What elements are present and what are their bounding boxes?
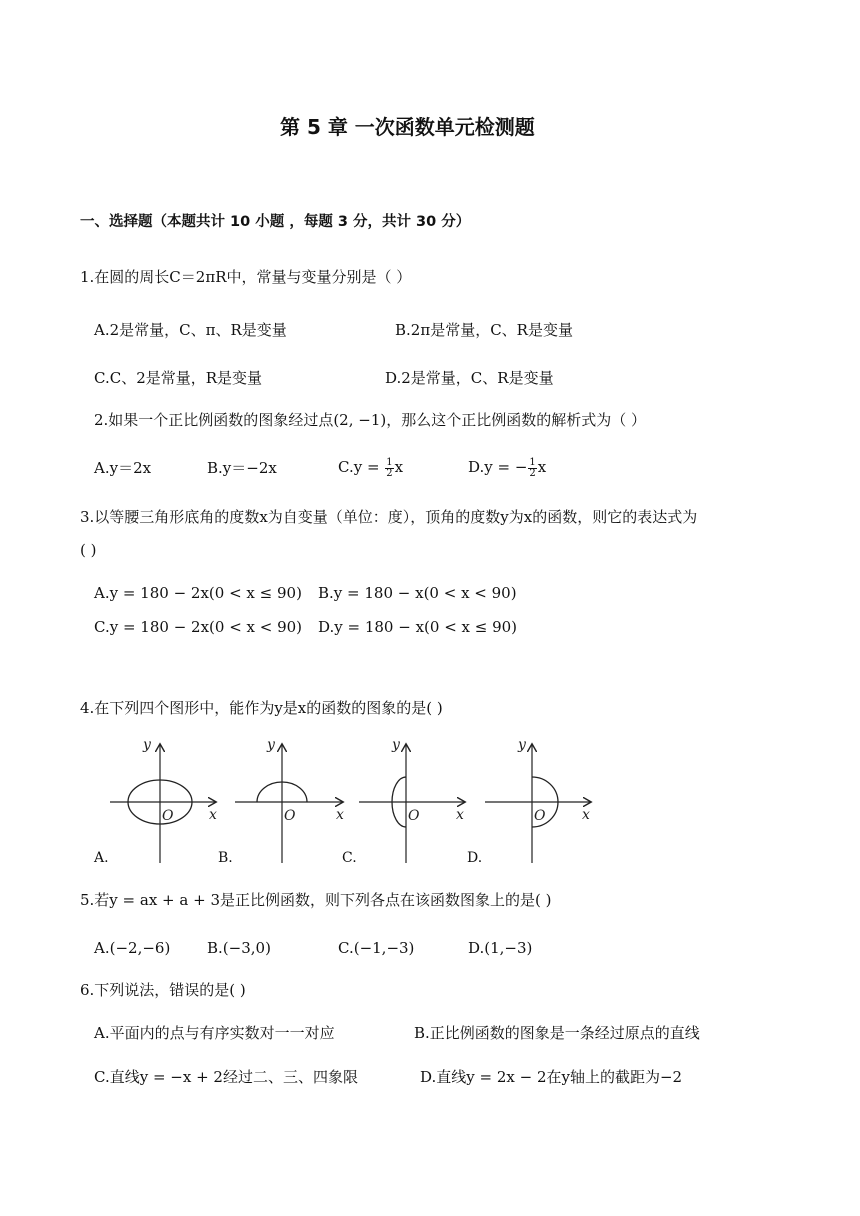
question-4-stem: 4.在下列四个图形中，能作为y是x的函数的图象的是( )	[80, 699, 443, 717]
graph-a-label: A.	[94, 850, 109, 866]
origin-label: O	[408, 808, 420, 824]
fraction-one-half: $\frac{1}{2}$	[529, 456, 536, 479]
origin-label: O	[162, 808, 174, 824]
question-1-option-b: B.2π是常量，C、R是变量	[395, 321, 573, 339]
question-6-option-b: B.正比例函数的图象是一条经过原点的直线	[414, 1024, 700, 1042]
axis-x-label: x	[209, 807, 217, 823]
question-5-option-a: A.(−2,−6)	[94, 939, 171, 957]
axis-y-label: y	[143, 737, 151, 753]
graph-d-label: D.	[467, 850, 483, 866]
origin-label: O	[284, 808, 296, 824]
axis-x-label: x	[582, 807, 590, 823]
section-heading: 一、选择题（本题共计 10 小题 ，每题 3 分，共计 30 分）	[80, 214, 471, 230]
question-3-stem-line1: 3.以等腰三角形底角的度数x为自变量（单位：度），顶角的度数y为x的函数，则它的表达式为	[80, 508, 698, 526]
question-6-option-c: C.直线y = −x + 2经过二、三、四象限	[94, 1068, 358, 1086]
question-6-stem: 6.下列说法，错误的是( )	[80, 981, 246, 999]
axis-y-label: y	[392, 737, 400, 753]
option-c-prefix: C.y =	[338, 458, 385, 476]
document-title: 第 5 章 一次函数单元检测题	[280, 115, 535, 139]
axis-y-label: y	[267, 737, 275, 753]
question-5-option-b: B.(−3,0)	[207, 939, 271, 957]
axis-y-label: y	[518, 737, 526, 753]
question-3-option-b: B.y = 180 − x(0 < x < 90)	[318, 584, 517, 602]
fraction-one-half: $\frac{1}{2}$	[386, 456, 393, 479]
question-5-stem: 5.若y = ax + a + 3是正比例函数，则下列各点在该函数图象上的是( )	[80, 891, 552, 909]
graph-b-label: B.	[218, 850, 233, 866]
option-d-var: x	[537, 458, 547, 476]
graph-c	[356, 735, 476, 865]
axis-x-label: x	[336, 807, 344, 823]
question-1-option-c: C.C、2是常量，R是变量	[94, 369, 263, 387]
question-3-stem-line2: ( )	[80, 541, 97, 559]
question-3-option-c: C.y = 180 − 2x(0 < x < 90)	[94, 618, 303, 636]
question-1-option-a: A.2是常量，C、π、R是变量	[94, 321, 287, 339]
question-2-option-c	[338, 454, 403, 480]
question-6-option-d: D.直线y = 2x − 2在y轴上的截距为−2	[420, 1068, 683, 1086]
question-3-option-a: A.y = 180 − 2x(0 < x ≤ 90)	[94, 584, 302, 602]
question-2-option-a: A.y＝2x	[94, 459, 152, 477]
option-c-var: x	[394, 458, 404, 476]
graph-b	[232, 735, 352, 865]
origin-label: O	[534, 808, 546, 824]
axis-x-label: x	[456, 807, 464, 823]
question-2-stem: 2.如果一个正比例函数的图象经过点(2, −1)，那么这个正比例函数的解析式为（ ）	[94, 411, 646, 429]
question-5-option-d: D.(1,−3)	[468, 939, 533, 957]
question-1-stem: 1.在圆的周长C＝2πR中，常量与变量分别是（ ）	[80, 268, 412, 286]
option-d-prefix: D.y = −	[468, 458, 528, 476]
question-2-option-d	[468, 454, 546, 480]
graph-c-label: C.	[342, 850, 357, 866]
graph-d	[482, 735, 602, 865]
question-5-option-c: C.(−1,−3)	[338, 939, 415, 957]
question-6-option-a: A.平面内的点与有序实数对一一对应	[94, 1024, 335, 1042]
question-1-option-d: D.2是常量，C、R是变量	[385, 369, 554, 387]
question-2-option-b: B.y＝−2x	[207, 459, 277, 477]
question-3-option-d: D.y = 180 − x(0 < x ≤ 90)	[318, 618, 518, 636]
graph-a	[105, 735, 225, 865]
